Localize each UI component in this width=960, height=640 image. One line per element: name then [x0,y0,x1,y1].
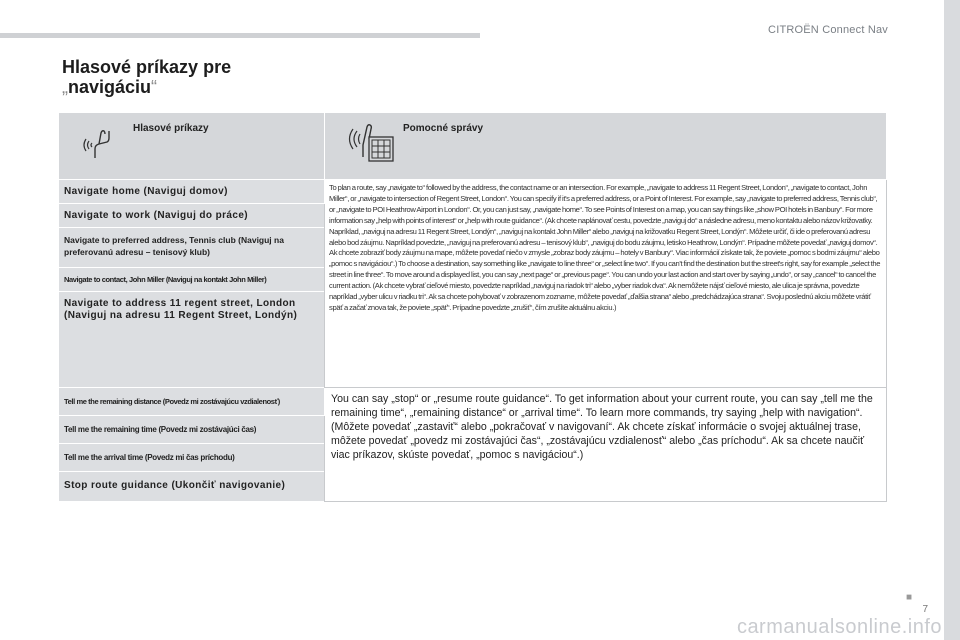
page-title-line2: „navigáciu“ [62,77,158,97]
voice-hand-icon [81,127,115,161]
help-cell-navigation [325,180,887,388]
command-remaining-time: Tell me the remaining time (Povedz mi zostávajúci čas) [64,425,257,434]
command-navigate-work: Navigate to work (Naviguj do práce) [64,210,249,221]
page-title [62,57,231,97]
help-screen-hand-icon [347,123,395,165]
header-cell-help [325,113,887,180]
brand-header: CITROËN Connect Nav [768,24,888,36]
voice-commands-table [58,112,887,502]
column-header-commands: Hlasové príkazy [133,123,209,134]
command-navigate-contact: Navigate to contact, John Miller (Naviguj na kontakt John Miller) [64,275,267,284]
help-text-navigation: To plan a route, say „navigate to“ followed by the address, the contact name or an intersection. For example, „navigate to address 11 Regent Street, London“, „navigate to contact, John Miller“, or „navigate to intersection of Regent Street, London“. You can specify if it's a preferred address, or a Point of Interest. For example, say „navigate to preferred address, Tennis club“, or „navigate to POI Heathrow Airport in London“. Or, you can just say, „navigate home“. To see Points of Interest on a map, you can say things like „show POI hotels in Banbury“. For more information say „help with points of interest“ or „help with route guidance“. (Ak chcete naplánovať cestu, povedzte „naviguj do“ a následne adresu, meno kontaktu alebo názov križovatky. Napríklad, „naviguj na adresu 11 Regent Street, Londýn“, „naviguj na kontakt John Miller“ alebo „naviguj na križovatku Regent Street, Londýn“. Môžete určiť, či ide o preferovanú adresu alebo bod záujmu. Napríklad povedzte, „naviguj na preferovanú adresu – tenisový klub“, „naviguj do bodu záujmu, letisko Heathrow, Londýn“. Prípadne môžete povedať „naviguj domov“. Ak chcete zobraziť body záujmu na mape, môžete povedať niečo v zmysle „zobraz body záujmu – hotely v Banbury“. Viac informácií získate tak, že poviete „pomoc s bodmi záujmu“ alebo „pomoc s navigáciou“.) To choose a destination, say something like „navigate to line three“ or „select line two“. If you can't find the destination but the street's right, say for example „select the street in line three“. To move around a displayed list, you can say „next page“ or „previous page“. You can undo your last action and start over by saying „undo“, or say „cancel“ to cancel the current action. (Ak chcete vybrať cieľové miesto, povedzte napríklad „naviguj na riadok tri“ alebo „vyber riadok dva“. Ak nemôžete nájsť cieľové miesto, ale ulica je správna, povedzte napríklad „vyber ulicu v riadku tri“. Ak sa chcete pohybovať v zobrazenom zozname, môžete povedať „ďalšia strana“ alebo „predchádzajúca strana“. Svoju poslednú akciu môžete vrátiť späť a začať znova tak, že poviete „späť“. Prípadne povedzte „zrušiť“, čím zrušíte aktuálnu akciu.) [329,183,881,312]
page-number: 7 [922,604,928,615]
command-navigate-address: Navigate to address 11 regent street, London (Naviguj na adresu 11 Regent Street, Londýn) [64,298,298,321]
command-cell [59,444,325,472]
command-cell [59,268,325,292]
help-text-route: You can say „stop“ or „resume route guidance“. To get information about your current route, you can say „tell me the remaining time“, „remaining distance“ or „arrival time“. To learn more commands, try saying „help with navigation“. (Môžete povedať „zastaviť“ alebo „pokračovať v navigovaní“. Ak chcete získať informácie o svojej aktuálnej trase, môžete povedať „povedz mi zostávajúci čas“, „zostávajúcu vzdialenosť“ alebo „čas príchodu“. Ak sa chcete naučiť viac príkazov, skúste povedať, „pomoc s navigáciou“.) [331,393,873,461]
command-cell [59,416,325,444]
command-cell [59,180,325,204]
command-cell [59,228,325,268]
header-rule [0,33,480,38]
watermark: carmanualsonline.info [736,616,942,638]
command-navigate-preferred: Navigate to preferred address, Tennis club (Naviguj na preferovanú adresu – tenisový klub) [64,235,284,257]
command-stop-guidance: Stop route guidance (Ukončiť navigovanie) [64,480,286,491]
command-navigate-home: Navigate home (Naviguj domov) [64,186,228,197]
command-remaining-distance: Tell me the remaining distance (Povedz mi zostávajúcu vzdialenosť) [64,397,280,406]
header-cell-commands [59,113,325,180]
column-header-help: Pomocné správy [403,123,484,134]
page-title-line1: Hlasové príkazy pre [62,57,232,77]
command-cell [59,292,325,388]
command-arrival-time: Tell me the arrival time (Povedz mi čas príchodu) [64,453,235,462]
page-edge-band [944,0,960,640]
command-cell [59,388,325,416]
help-cell-route [325,388,887,502]
command-cell [59,472,325,502]
footer-marker: ■ [905,592,912,603]
command-cell [59,204,325,228]
